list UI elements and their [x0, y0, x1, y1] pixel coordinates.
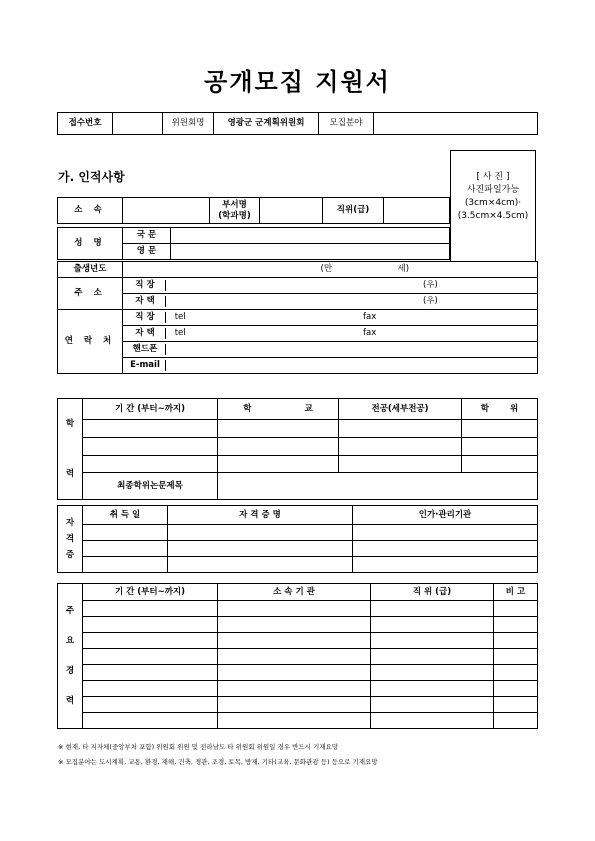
- personal-table-2: [57, 227, 450, 260]
- photo-label: [ 사 진 ]: [476, 172, 510, 182]
- note-2: ※ 모집분야는 도시계획, 교통, 환경, 재해, 건축, 경관, 조경, 토목, 방재, 기타(교육, 문화관광 등) 등으로 기재요망: [58, 758, 378, 766]
- education-cell[interactable]: [462, 420, 538, 438]
- korean-label: 국 문: [123, 228, 171, 244]
- cert-cell[interactable]: [83, 541, 168, 557]
- personal-table-3: [57, 261, 538, 374]
- receipt-no-field[interactable]: [113, 113, 163, 135]
- contact-label: 연 락 처: [58, 310, 123, 374]
- cert-header-name: 자 격 증 명: [168, 506, 353, 525]
- career-header-org: 소 속 기 관: [218, 584, 371, 601]
- address-work-label: 직 장: [125, 280, 166, 291]
- education-header-major: 전공(세부전공): [339, 399, 462, 420]
- cert-cell[interactable]: [353, 541, 538, 557]
- affiliation-field[interactable]: [123, 198, 210, 224]
- career-cell[interactable]: [371, 649, 494, 665]
- career-header-remarks: 비 고: [494, 584, 538, 601]
- cert-cell[interactable]: [83, 525, 168, 541]
- address-home-row[interactable]: [123, 294, 538, 310]
- education-header-degree: 학 위: [462, 399, 538, 420]
- contact-home-fax: fax: [363, 328, 377, 338]
- mobile-row[interactable]: [123, 342, 538, 358]
- education-cell[interactable]: [218, 437, 339, 455]
- career-cell[interactable]: [218, 681, 371, 697]
- career-cell[interactable]: [218, 633, 371, 649]
- contact-work-row[interactable]: [123, 310, 538, 326]
- contact-work-fax: fax: [363, 312, 377, 322]
- address-home-postal: (우): [423, 296, 438, 306]
- career-cell[interactable]: [83, 681, 218, 697]
- education-cell[interactable]: [339, 420, 462, 438]
- career-cell[interactable]: [371, 713, 494, 729]
- career-cell[interactable]: [371, 617, 494, 633]
- english-field[interactable]: [171, 244, 450, 260]
- header-table: [57, 112, 538, 135]
- education-cell[interactable]: [339, 437, 462, 455]
- career-cell[interactable]: [83, 697, 218, 713]
- education-cell[interactable]: [462, 455, 538, 473]
- education-header-school: 학 교: [218, 399, 339, 420]
- education-cell[interactable]: [462, 437, 538, 455]
- education-cell[interactable]: [83, 437, 218, 455]
- career-cell[interactable]: [371, 601, 494, 617]
- receipt-no-label: 접수번호: [58, 113, 113, 135]
- education-header-period: 기 간 (부터~까지): [83, 399, 218, 420]
- career-cell[interactable]: [494, 681, 538, 697]
- cert-cell[interactable]: [168, 525, 353, 541]
- affiliation-label: 소 속: [58, 198, 123, 224]
- address-label: 주 소: [58, 278, 123, 310]
- english-label: 영 문: [123, 244, 171, 260]
- age-close: 세): [397, 263, 410, 274]
- dept-field[interactable]: [260, 198, 323, 224]
- career-header-position: 직 위 (급): [371, 584, 494, 601]
- education-cell[interactable]: [83, 455, 218, 473]
- contact-work-label: 직 장: [125, 312, 166, 323]
- cert-cell[interactable]: [168, 557, 353, 573]
- career-cell[interactable]: [371, 681, 494, 697]
- photo-size-2: (3.5cm×4.5cm): [457, 211, 529, 221]
- career-cell[interactable]: [83, 617, 218, 633]
- career-header-period: 기 간 (부터~까지): [83, 584, 218, 601]
- cert-cell[interactable]: [353, 525, 538, 541]
- cert-header-date: 취 득 일: [83, 506, 168, 525]
- career-side-label: 주 요 경 력: [58, 584, 83, 729]
- thesis-label: 최종학위논문제목: [83, 473, 218, 500]
- career-table: [57, 583, 538, 729]
- career-cell[interactable]: [218, 617, 371, 633]
- career-cell[interactable]: [83, 665, 218, 681]
- personal-table: [57, 197, 450, 224]
- photo-size-1: (3cm×4cm)·: [464, 198, 522, 208]
- career-cell[interactable]: [83, 633, 218, 649]
- email-row[interactable]: [123, 358, 538, 374]
- address-work-row[interactable]: [123, 278, 538, 294]
- education-table: [57, 398, 538, 500]
- cert-side-label: 자 격 증: [58, 506, 83, 573]
- dept-label: 부서명 (학과명): [210, 198, 260, 224]
- career-cell[interactable]: [218, 665, 371, 681]
- thesis-field[interactable]: [218, 473, 538, 500]
- address-home-label: 자 택: [125, 296, 166, 307]
- contact-home-tel: tel: [174, 328, 186, 338]
- cert-cell[interactable]: [83, 557, 168, 573]
- career-cell[interactable]: [83, 713, 218, 729]
- education-cell[interactable]: [339, 455, 462, 473]
- korean-field[interactable]: [171, 228, 450, 244]
- cert-cell[interactable]: [353, 557, 538, 573]
- cert-header-agency: 인가·관리기관: [353, 506, 538, 525]
- contact-work-tel: tel: [174, 312, 186, 322]
- section-title: 가. 인적사항: [58, 170, 125, 184]
- position-field[interactable]: [384, 198, 450, 224]
- field-label: 모집분야: [319, 113, 374, 135]
- mobile-label: 핸드폰: [125, 344, 166, 355]
- cert-table: [57, 505, 538, 573]
- career-cell[interactable]: [494, 601, 538, 617]
- career-cell[interactable]: [494, 633, 538, 649]
- career-cell[interactable]: [494, 617, 538, 633]
- career-cell[interactable]: [494, 665, 538, 681]
- education-cell[interactable]: [218, 455, 339, 473]
- form-title: 공개모집 지원서: [204, 68, 391, 96]
- career-cell[interactable]: [494, 649, 538, 665]
- photo-box[interactable]: [450, 150, 536, 262]
- career-cell[interactable]: [83, 649, 218, 665]
- career-cell[interactable]: [494, 697, 538, 713]
- birth-field[interactable]: [123, 262, 538, 278]
- career-cell[interactable]: [494, 713, 538, 729]
- career-cell[interactable]: [218, 601, 371, 617]
- committee-label: 위원회명: [163, 113, 214, 135]
- career-cell[interactable]: [371, 697, 494, 713]
- education-cell[interactable]: [218, 420, 339, 438]
- email-label: E-mail: [125, 360, 166, 371]
- education-side-label: 학 력: [58, 399, 83, 500]
- position-label: 직위(급): [323, 198, 384, 224]
- birth-label: 출생년도: [58, 262, 123, 278]
- contact-home-label: 자 택: [125, 328, 166, 339]
- contact-home-row[interactable]: [123, 326, 538, 342]
- field-value[interactable]: [374, 113, 538, 135]
- career-cell[interactable]: [83, 601, 218, 617]
- note-1: ※ 현재, 타 지자체(중앙부처 포함) 위원회 위원 및 전라남도 타 위원회 위원일 경우 반드시 기재요망: [58, 743, 339, 751]
- career-cell[interactable]: [218, 649, 371, 665]
- career-cell[interactable]: [218, 713, 371, 729]
- education-cell[interactable]: [83, 420, 218, 438]
- address-work-postal: (우): [423, 280, 438, 290]
- age-open: (만: [320, 263, 333, 274]
- committee-value: 영광군 군계획위원회: [214, 113, 319, 135]
- cert-cell[interactable]: [168, 541, 353, 557]
- career-cell[interactable]: [218, 697, 371, 713]
- name-label: 성 명: [58, 228, 123, 260]
- photo-file-note: 사진파일가능: [466, 185, 520, 195]
- career-cell[interactable]: [371, 665, 494, 681]
- career-cell[interactable]: [371, 633, 494, 649]
